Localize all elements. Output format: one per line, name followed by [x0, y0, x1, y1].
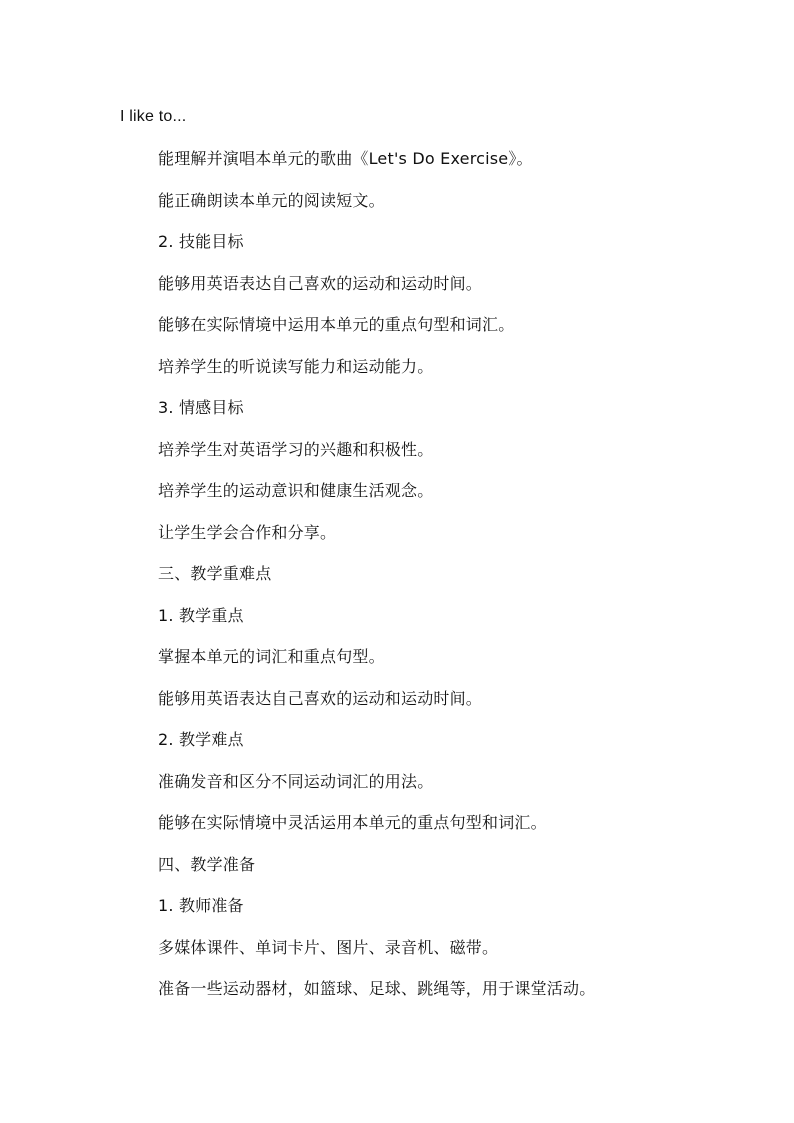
paragraph-line: 培养学生的听说读写能力和运动能力。	[158, 357, 434, 376]
paragraph-line: 能够在实际情境中灵活运用本单元的重点句型和词汇。	[158, 813, 547, 832]
paragraph-line: 能够用英语表达自己喜欢的运动和运动时间。	[158, 689, 483, 708]
section-heading: 三、教学重难点	[158, 564, 272, 583]
paragraph-line: 能够用英语表达自己喜欢的运动和运动时间。	[158, 274, 483, 293]
paragraph-line: 准备一些运动器材，如篮球、足球、跳绳等，用于课堂活动。	[158, 979, 596, 998]
paragraph-line: 培养学生对英语学习的兴趣和积极性。	[158, 440, 434, 459]
subsection-heading: 2. 教学难点	[158, 730, 244, 749]
paragraph-line: 让学生学会合作和分享。	[158, 523, 337, 542]
paragraph-line: 能够在实际情境中运用本单元的重点句型和词汇。	[158, 315, 515, 334]
paragraph-line: 准确发音和区分不同运动词汇的用法。	[158, 772, 434, 791]
document-title: I like to...	[120, 108, 187, 125]
paragraph-line: 多媒体课件、单词卡片、图片、录音机、磁带。	[158, 938, 499, 957]
paragraph-line: 能正确朗读本单元的阅读短文。	[158, 191, 385, 210]
paragraph-line: 培养学生的运动意识和健康生活观念。	[158, 481, 434, 500]
subsection-heading: 1. 教学重点	[158, 606, 244, 625]
section-heading: 2. 技能目标	[158, 232, 244, 251]
section-heading: 3. 情感目标	[158, 398, 244, 417]
section-heading: 四、教学准备	[158, 855, 256, 874]
paragraph-line: 能理解并演唱本单元的歌曲《Let's Do Exercise》。	[158, 149, 533, 168]
subsection-heading: 1. 教师准备	[158, 896, 244, 915]
paragraph-line: 掌握本单元的词汇和重点句型。	[158, 647, 385, 666]
